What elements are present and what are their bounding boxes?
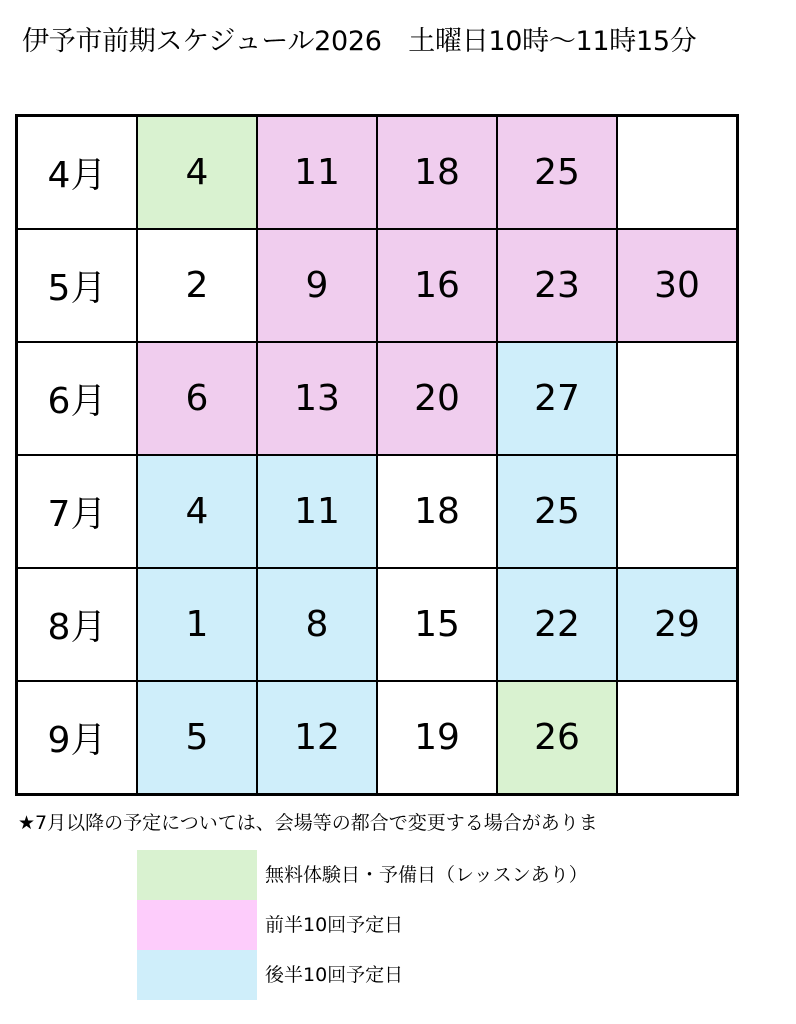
day-cell (617, 681, 738, 795)
legend-swatch (137, 950, 257, 1000)
day-cell: 18 (377, 116, 497, 230)
day-cell: 18 (377, 455, 497, 568)
day-cell: 19 (377, 681, 497, 795)
legend-label: 無料体験日・予備日（レッスンあり） (265, 864, 588, 886)
day-cell: 25 (497, 116, 617, 230)
day-cell: 4 (137, 116, 257, 230)
schedule-table (15, 114, 739, 796)
page-title: 伊予市前期スケジュール2026 土曜日10時～11時15分 (22, 26, 697, 57)
day-cell: 26 (497, 681, 617, 795)
month-label: 8月 (17, 568, 138, 681)
day-cell: 9 (257, 229, 377, 342)
day-cell: 2 (137, 229, 257, 342)
schedule-note: ★7月以降の予定については、会場等の都合で変更する場合がありま (18, 812, 598, 834)
day-cell: 6 (137, 342, 257, 455)
schedule-row (17, 342, 738, 455)
day-cell (617, 342, 738, 455)
day-cell: 27 (497, 342, 617, 455)
day-cell: 11 (257, 116, 377, 230)
month-label: 7月 (17, 455, 138, 568)
legend-swatch (137, 850, 257, 900)
schedule-row (17, 116, 738, 230)
day-cell: 13 (257, 342, 377, 455)
legend-label: 後半10回予定日 (265, 964, 404, 986)
month-label: 4月 (17, 116, 138, 230)
day-cell: 16 (377, 229, 497, 342)
day-cell: 23 (497, 229, 617, 342)
day-cell: 5 (137, 681, 257, 795)
day-cell: 4 (137, 455, 257, 568)
legend-label: 前半10回予定日 (265, 914, 404, 936)
schedule-row (17, 229, 738, 342)
day-cell: 8 (257, 568, 377, 681)
month-label: 6月 (17, 342, 138, 455)
day-cell: 25 (497, 455, 617, 568)
day-cell: 15 (377, 568, 497, 681)
day-cell: 30 (617, 229, 738, 342)
day-cell: 12 (257, 681, 377, 795)
day-cell: 20 (377, 342, 497, 455)
day-cell: 11 (257, 455, 377, 568)
schedule-row (17, 681, 738, 795)
month-label: 9月 (17, 681, 138, 795)
schedule-row (17, 455, 738, 568)
day-cell: 1 (137, 568, 257, 681)
day-cell: 29 (617, 568, 738, 681)
month-label: 5月 (17, 229, 138, 342)
day-cell: 22 (497, 568, 617, 681)
schedule-row (17, 568, 738, 681)
day-cell (617, 116, 738, 230)
day-cell (617, 455, 738, 568)
legend-swatch (137, 900, 257, 950)
